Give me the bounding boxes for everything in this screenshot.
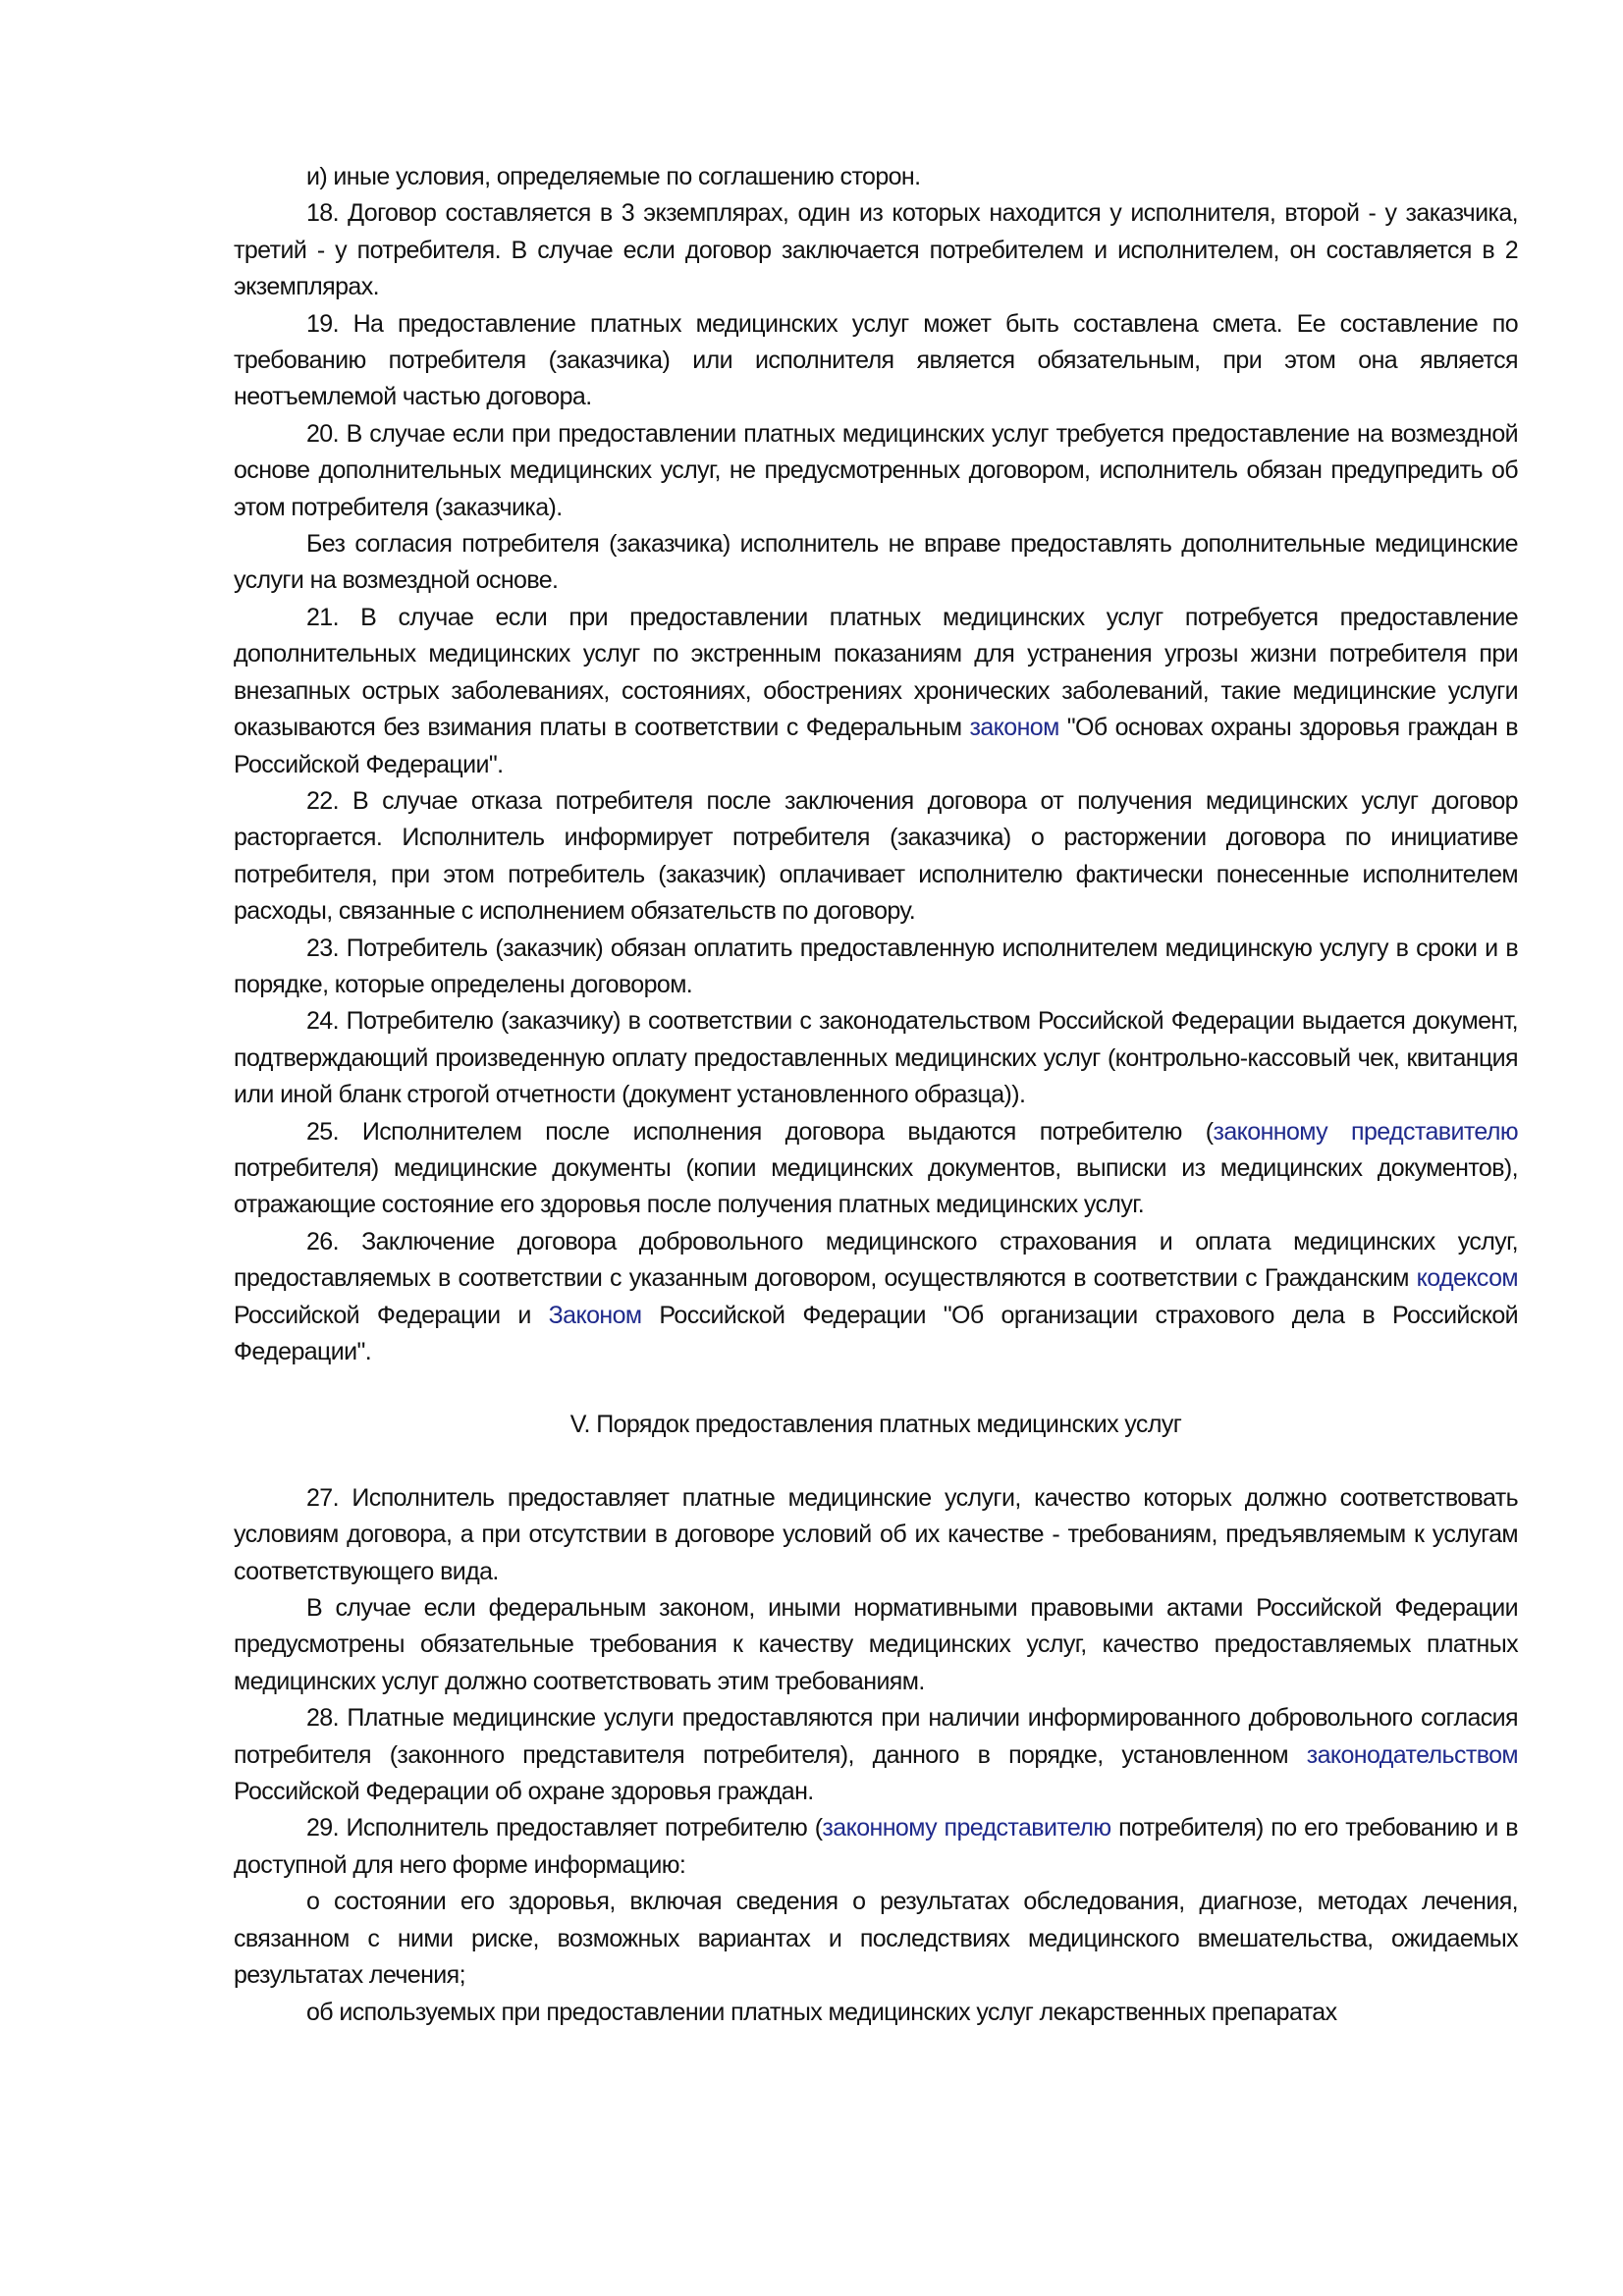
paragraph-27b: В случае если федеральным законом, иными нормативными правовыми актами Российской Федерации предусмотрены обязательные требования к качеству медицинских услуг, качество предоставляемых платных медицинских услуг должно соответствовать этим требованиям. [234, 1594, 1518, 1695]
paragraph-24: 24. Потребителю (заказчику) в соответствии с законодательством Российской Федерации выдается документ, подтверждающий произведенную оплату предоставленных медицинских услуг (контрольно-кассовый чек, квитанция или иной бланк строгой отчетности (документ установленного образца)). [234, 1007, 1518, 1109]
legal-reference-link[interactable]: законному представителю [1213, 1117, 1519, 1146]
legal-reference-link[interactable]: законному представителю [822, 1814, 1111, 1842]
paragraph-25: 25. Исполнителем после исполнения договора выдаются потребителю (законному представителю потребителя) медицинские документы (копии медицинских документов, выписки из медицинских документов), отражающие состояние его здоровья после получения платных медицинских услуг. [234, 1117, 1519, 1219]
paragraph-19: 19. На предоставление платных медицинских услуг может быть составлена смета. Ее составление по требованию потребителя (заказчика) или исполнителя является обязательным, при этом она является неотъемлемой частью договора. [234, 309, 1518, 411]
paragraph-20b: Без согласия потребителя (заказчика) исполнитель не вправе предоставлять дополнительные медицинские услуги на возмездной основе. [234, 530, 1518, 595]
paragraph-29: 29. Исполнитель предоставляет потребителю (законному представителю потребителя) по его требованию и в доступной для него форме информацию: [234, 1814, 1518, 1879]
legal-reference-link[interactable]: Законом [548, 1301, 642, 1329]
legal-reference-link[interactable]: кодексом [1416, 1264, 1518, 1293]
paragraph-28: 28. Платные медицинские услуги предоставляются при наличии информированного добровольного согласия потребителя (законного представителя потребителя), данного в порядке, установленном законодательством Российской Федерации об охране здоровья граждан. [234, 1704, 1518, 1806]
legal-reference-link[interactable]: законодательством [1306, 1740, 1518, 1769]
paragraph-18: 18. Договор составляется в 3 экземплярах, один из которых находится у исполнителя, второй - у заказчика, третий - у потребителя. В случае если договор заключается потребителем и исполнителем, он составляется в 2 экземплярах. [234, 199, 1518, 301]
document-body [234, 159, 1518, 1370]
paragraph-21: 21. В случае если при предоставлении платных медицинских услуг потребуется предоставление дополнительных медицинских услуг по экстренным показаниям для устранения угрозы жизни потребителя при внезапных острых заболеваниях, состояниях, обострениях хронических заболеваний, такие медицинские услуги оказываются без взимания платы в соответствии с Федеральным законом "Об основах охраны здоровья граждан в Российской Федерации". [234, 603, 1518, 778]
paragraph-26: 26. Заключение договора добровольного медицинского страхования и оплата медицинских услуг, предоставляемых в соответствии с указанным договором, осуществляются в соответствии с Гражданским кодексом Российской Федерации и Законом Российской Федерации "Об организации страхового дела в Российской Федерации". [234, 1227, 1518, 1365]
section-heading: V. Порядок предоставления платных медицинских услуг [569, 1411, 1182, 1439]
paragraph-29b: об используемых при предоставлении платных медицинских услуг лекарственных препаратах [306, 1998, 1337, 2026]
document-page [234, 159, 1518, 2031]
paragraph-i: и) иные условия, определяемые по соглашению сторон. [306, 163, 921, 190]
paragraph-29a: о состоянии его здоровья, включая сведения о результатах обследования, диагнозе, методах лечения, связанном с ними риске, возможных вариантах и последствиях медицинского вмешательства, ожидаемых результатах лечения; [234, 1888, 1518, 1990]
section-body [234, 1480, 1518, 2031]
paragraph-22: 22. В случае отказа потребителя после заключения договора от получения медицинских услуг договор расторгается. Исполнитель информирует потребителя (заказчика) о расторжении договора по инициативе потребителя, при этом потребитель (заказчик) оплачивает исполнителю фактически понесенные исполнителем расходы, связанные с исполнением обязательств по договору. [234, 786, 1518, 926]
paragraph-23: 23. Потребитель (заказчик) обязан оплатить предоставленную исполнителем медицинскую услугу в сроки и в порядке, которые определены договором. [234, 934, 1518, 998]
paragraph-20: 20. В случае если при предоставлении платных медицинских услуг требуется предоставление на возмездной основе дополнительных медицинских услуг, не предусмотренных договором, исполнитель обязан предупредить об этом потребителя (заказчика). [234, 419, 1518, 521]
paragraph-27: 27. Исполнитель предоставляет платные медицинские услуги, качество которых должно соответствовать условиям договора, а при отсутствии в договоре условий об их качестве - требованиям, предъявляемым к услугам соответствующего вида. [234, 1483, 1518, 1585]
legal-reference-link[interactable]: законом [969, 714, 1059, 742]
